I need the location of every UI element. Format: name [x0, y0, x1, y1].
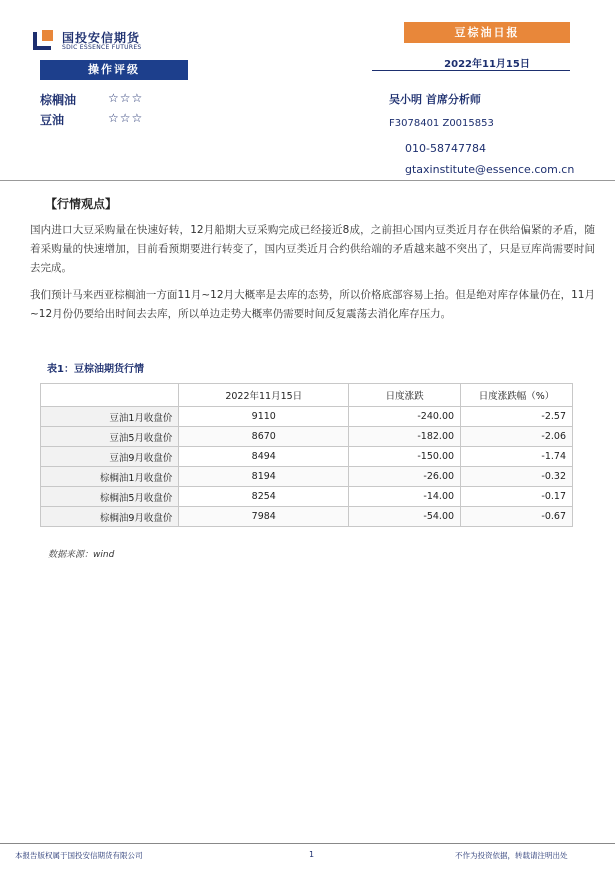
date-underline — [372, 70, 570, 71]
rating-item-name: 棕榈油 — [40, 93, 77, 107]
table-header-cell: 日度涨跌幅（%） — [461, 384, 573, 407]
analyst-phone: 010-58747784 — [405, 142, 486, 155]
daily-change: -150.00 — [349, 447, 461, 467]
footer-copyright: 本报告版权属于国投安信期货有限公司 — [15, 851, 143, 860]
page-number: 1 — [309, 850, 315, 859]
table-row — [41, 447, 573, 467]
close-price: 9110 — [179, 407, 349, 427]
row-label: 棕榈油1月收盘价 — [41, 467, 179, 487]
paragraph: 我们预计马来西亚棕榈油一方面11月~12月大概率是去库的态势，所以价格底部容易上抬。但是绝对库存体量仍在，11月~12月份仍要给出时间去去库，所以单边走势大概率仍需要时间反复震荡去消化库存压力。 — [30, 289, 595, 320]
close-price: 8670 — [179, 427, 349, 447]
close-price: 8254 — [179, 487, 349, 507]
table-caption: 表1：豆棕油期货行情 — [47, 364, 144, 375]
table-header-row — [41, 384, 573, 407]
table-row — [41, 487, 573, 507]
daily-change: -26.00 — [349, 467, 461, 487]
report-type-banner: 豆棕油日报 — [404, 22, 570, 43]
row-label: 棕榈油5月收盘价 — [41, 487, 179, 507]
report-date: 2022年11月15日 — [444, 59, 530, 70]
footer-divider — [0, 843, 615, 844]
analyst-certificate: F3078401 Z0015853 — [389, 118, 494, 129]
daily-change: -182.00 — [349, 427, 461, 447]
data-source: 数据来源：wind — [48, 550, 115, 560]
table-row — [41, 407, 573, 427]
header-divider — [0, 180, 615, 181]
row-label: 豆油5月收盘价 — [41, 427, 179, 447]
row-label: 豆油1月收盘价 — [41, 407, 179, 427]
close-price: 8194 — [179, 467, 349, 487]
row-label: 棕榈油9月收盘价 — [41, 507, 179, 527]
close-price: 7984 — [179, 507, 349, 527]
daily-change: -240.00 — [349, 407, 461, 427]
daily-change-pct: -2.06 — [461, 427, 573, 447]
analyst-name: 吴小明 首席分析师 — [389, 93, 481, 106]
table-header-cell: 2022年11月15日 — [179, 384, 349, 407]
section-title: 【行情观点】 — [45, 197, 118, 211]
daily-change-pct: -2.57 — [461, 407, 573, 427]
analyst-email[interactable]: gtaxinstitute@essence.com.cn — [405, 163, 575, 176]
footer-disclaimer: 不作为投资依据，转载请注明出处 — [455, 851, 568, 860]
rating-item-name: 豆油 — [40, 113, 65, 127]
table-header-cell — [41, 384, 179, 407]
daily-change-pct: -0.17 — [461, 487, 573, 507]
rating-title: 操作评级 — [40, 60, 188, 80]
row-label: 豆油9月收盘价 — [41, 447, 179, 467]
rating-stars: ☆☆☆ — [108, 111, 144, 125]
company-logo-icon — [33, 28, 55, 50]
daily-change: -14.00 — [349, 487, 461, 507]
daily-change: -54.00 — [349, 507, 461, 527]
paragraph: 国内进口大豆采购量在快速好转，12月船期大豆采购完成已经接近8成，之前担心国内豆类近月存在供给偏紧的矛盾，随着采购量的快速增加，目前看预期要进行转变了，国内豆类近月合约供给端的矛盾越来越不突出了，只是豆库尚需要时间去完成。 — [30, 224, 595, 274]
table-header-cell: 日度涨跌 — [349, 384, 461, 407]
table-row — [41, 507, 573, 527]
rating-stars: ☆☆☆ — [108, 91, 144, 105]
daily-change-pct: -0.32 — [461, 467, 573, 487]
company-name-cn: 国投安信期货 — [62, 31, 141, 45]
close-price: 8494 — [179, 447, 349, 467]
futures-quote-table — [40, 383, 573, 527]
table-row — [41, 467, 573, 487]
daily-change-pct: -0.67 — [461, 507, 573, 527]
daily-change-pct: -1.74 — [461, 447, 573, 467]
company-name-en: SDIC ESSENCE FUTURES — [62, 44, 142, 51]
table-row — [41, 427, 573, 447]
